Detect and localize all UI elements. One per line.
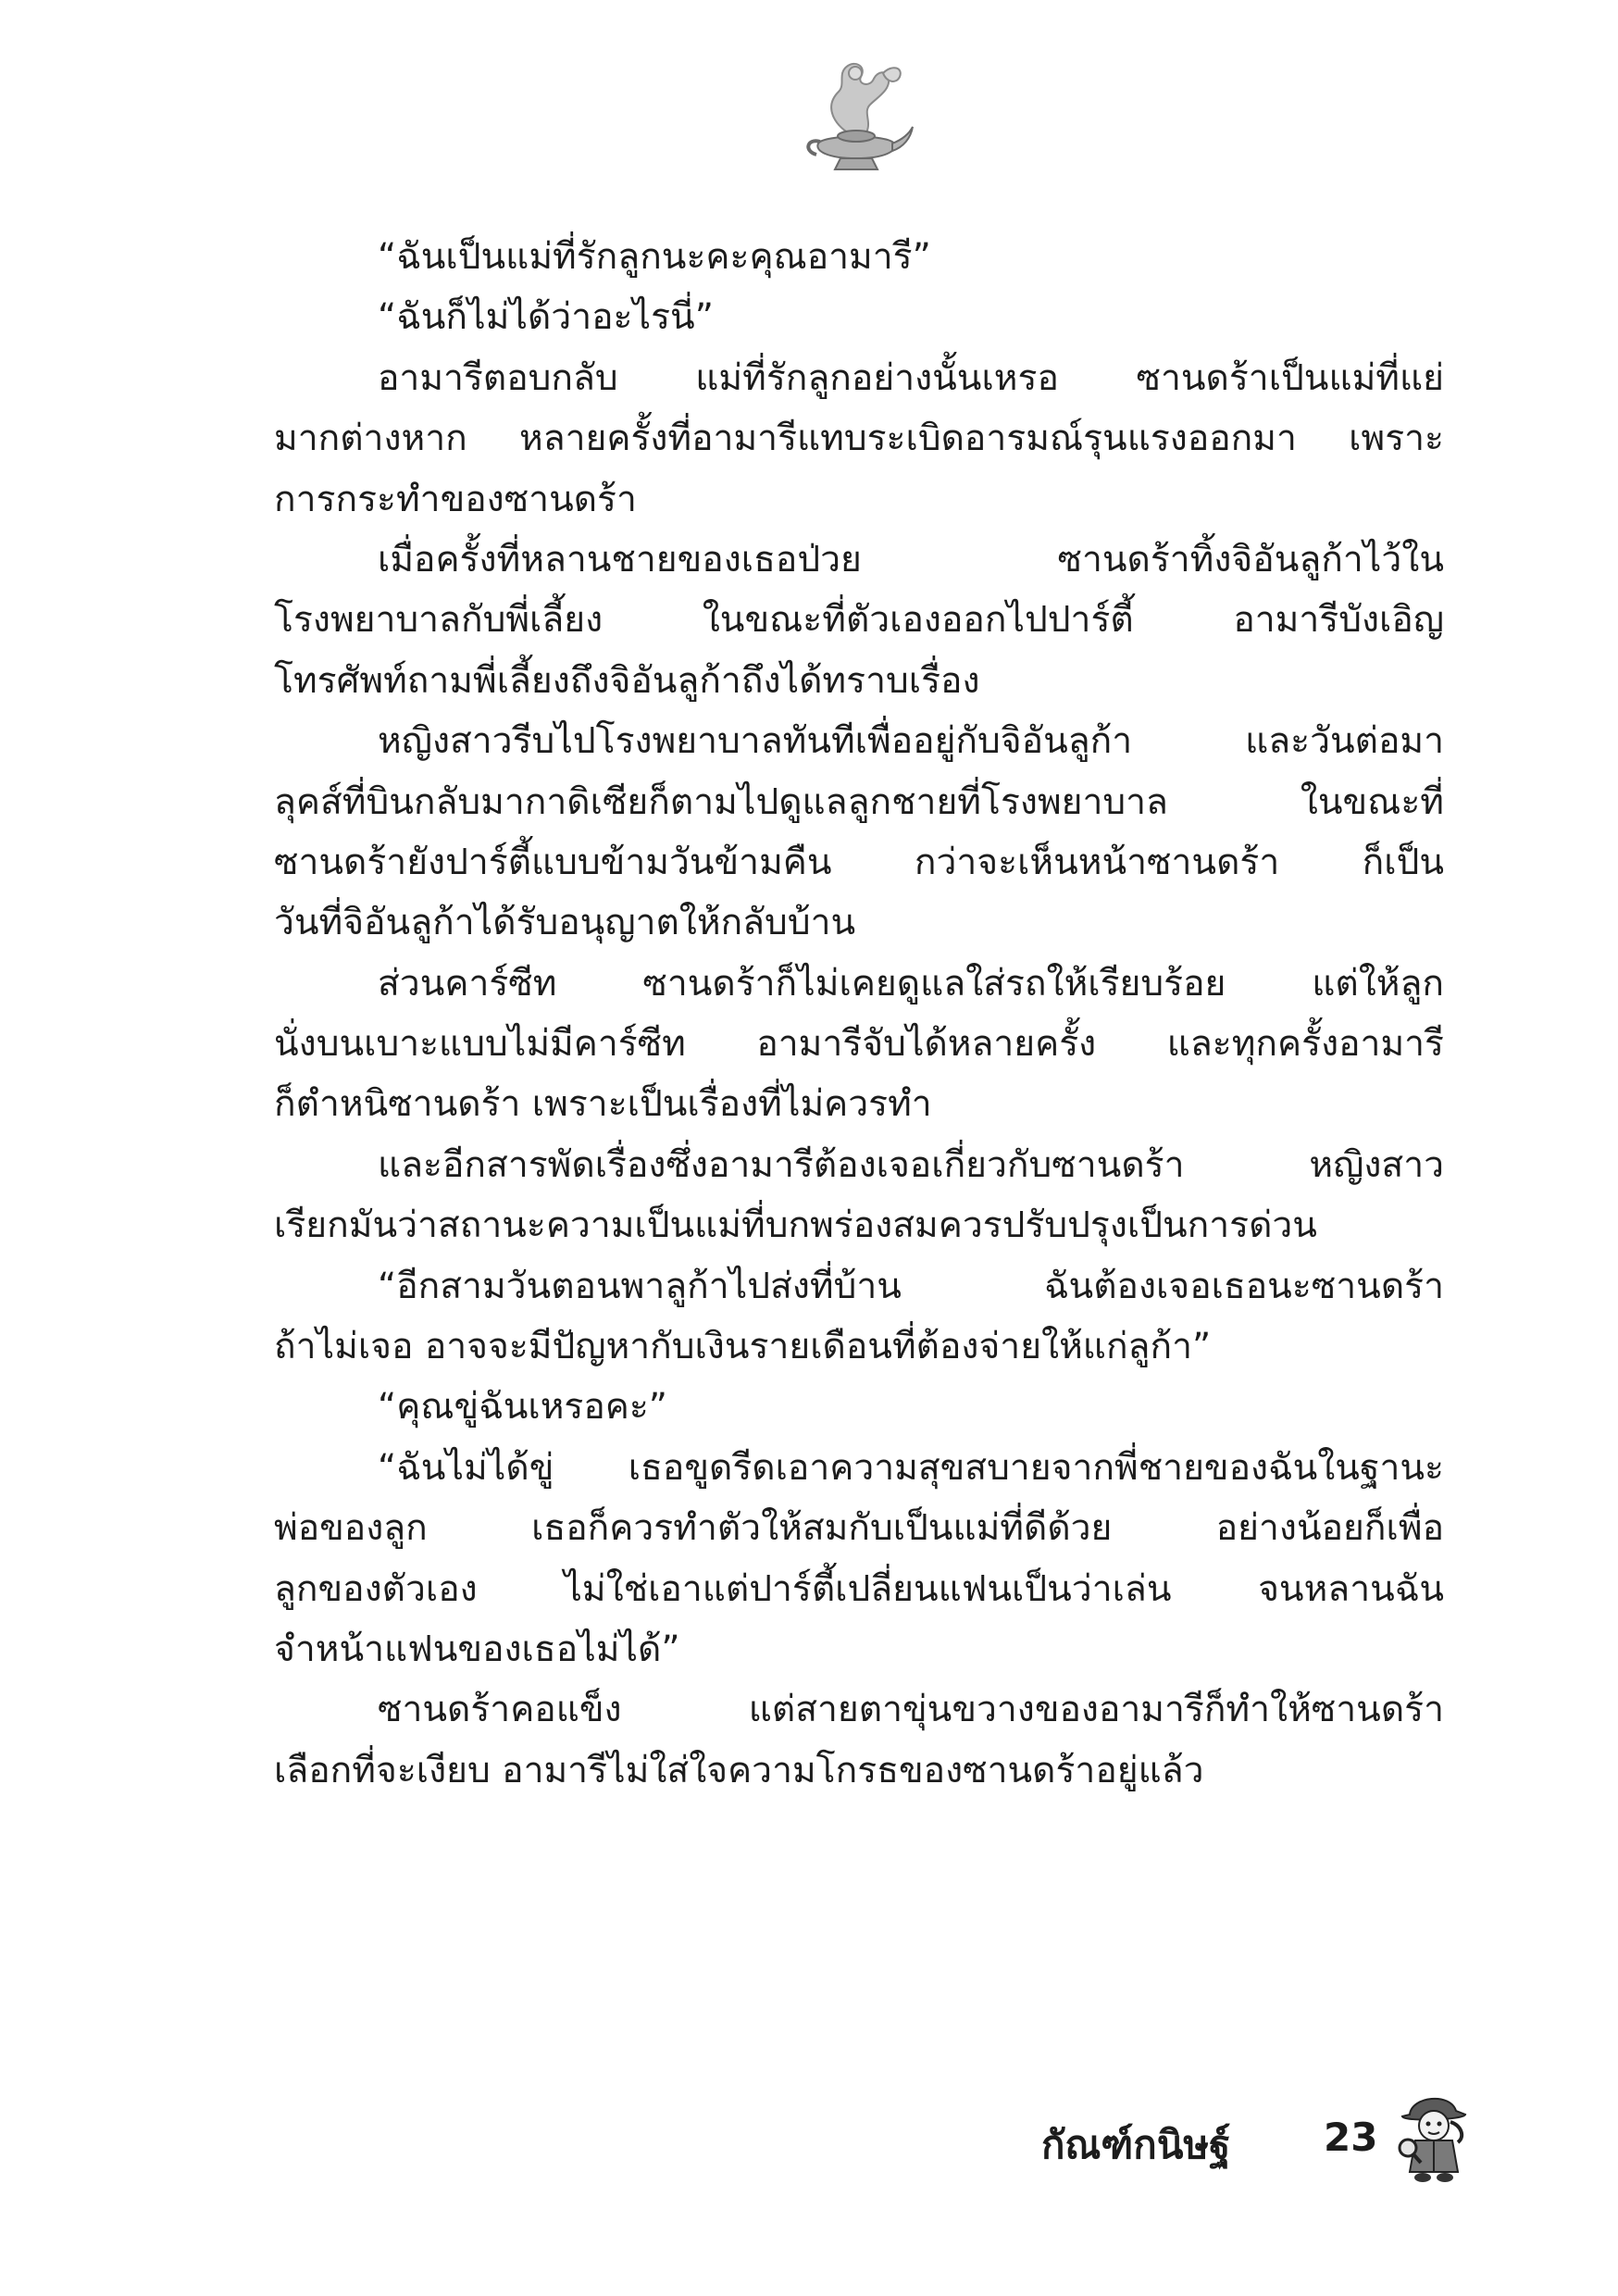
text-line: และอีกสารพัดเรื่องซึ่งอามารีต้องเจอเกี่ยวกับซานดร้า หญิงสาว <box>378 1143 1444 1186</box>
page-footer <box>1041 2083 1486 2185</box>
body-text <box>274 227 1444 1801</box>
text-line: เมื่อครั้งที่หลานชายของเธอป่วย ซานดร้าทิ้งจิอันลูก้าไว้ใน <box>378 538 1444 580</box>
text-line: โรงพยาบาลกับพี่เลี้ยง ในขณะที่ตัวเองออกไปปาร์ตี้ อามารีบังเอิญ <box>274 599 1444 642</box>
text-line: วันที่จิอันลูก้าได้รับอนุญาตให้กลับบ้าน <box>274 902 856 944</box>
text-line: จำหน้าแฟนของเธอไม่ได้” <box>274 1628 680 1670</box>
text-line: หญิงสาวรีบไปโรงพยาบาลทันทีเพื่ออยู่กับจิอันลูก้า และวันต่อมา <box>378 720 1444 763</box>
text-line: อามารีตอบกลับ แม่ที่รักลูกอย่างนั้นเหรอ ซานดร้าเป็นแม่ที่แย่ <box>378 356 1444 399</box>
text-line: เรียกมันว่าสถานะความเป็นแม่ที่บกพร่องสมควรปรับปรุงเป็นการด่วน <box>274 1204 1317 1247</box>
page-number: 23 <box>1324 2115 1378 2160</box>
text-line: ลูกของตัวเอง ไม่ใช่เอาแต่ปาร์ตี้เปลี่ยนแฟนเป็นว่าเล่น จนหลานฉัน <box>274 1567 1444 1610</box>
text-line: ส่วนคาร์ซีท ซานดร้าก็ไม่เคยดูแลใส่รถให้เรียบร้อย แต่ให้ลูก <box>378 962 1444 1004</box>
text-line: โทรศัพท์ถามพี่เลี้ยงถึงจิอันลูก้าถึงได้ทราบเรื่อง <box>274 659 980 702</box>
text-line: เลือกที่จะเงียบ อามารีไม่ใส่ใจความโกรธของซานดร้าอยู่แล้ว <box>274 1749 1204 1791</box>
text-line: นั่งบนเบาะแบบไม่มีคาร์ซีท อามารีจับได้หลายครั้ง และทุกครั้งอามารี <box>274 1023 1444 1066</box>
text-line: “ฉันเป็นแม่ที่รักลูกนะคะคุณอามารี” <box>378 236 931 278</box>
book-title: กัณฑ์กนิษฐ์ <box>1041 2122 1231 2167</box>
text-line: ก็ตำหนิซานดร้า เพราะเป็นเรื่องที่ไม่ควรทำ <box>274 1083 932 1126</box>
detective-mascot-icon <box>1393 2083 1476 2185</box>
text-line: ถ้าไม่เจอ อาจจะมีปัญหากับเงินรายเดือนที่ต้องจ่ายให้แก่ลูก้า” <box>274 1326 1212 1368</box>
text-line: “ฉันไม่ได้ขู่ เธอขูดรีดเอาความสุขสบายจากพี่ชายของฉันในฐานะ <box>378 1446 1444 1489</box>
text-line: ซานดร้ายังปาร์ตี้แบบข้ามวันข้ามคืน กว่าจะเห็นหน้าซานดร้า ก็เป็น <box>274 841 1444 883</box>
text-line: “ฉันก็ไม่ได้ว่าอะไรนี่” <box>378 296 714 339</box>
text-line: การกระทำของซานดร้า <box>274 478 637 520</box>
text-line: มากต่างหาก หลายครั้งที่อามารีแทบระเบิดอารมณ์รุนแรงออกมา เพราะ <box>274 418 1444 460</box>
text-line: ลุคส์ที่บินกลับมากาดิเซียก็ตามไปดูแลลูกชายที่โรงพยาบาล ในขณะที่ <box>274 780 1444 823</box>
text-line: “คุณขู่ฉันเหรอคะ” <box>378 1386 668 1429</box>
magic-lamp-with-genie-icon <box>796 51 916 176</box>
text-line: พ่อของลูก เธอก็ควรทำตัวให้สมกับเป็นแม่ที่ดีด้วย อย่างน้อยก็เพื่อ <box>274 1507 1444 1550</box>
text-line: “อีกสามวันตอนพาลูก้าไปส่งที่บ้าน ฉันต้องเจอเธอนะซานดร้า <box>378 1265 1444 1307</box>
text-line: ซานดร้าคอแข็ง แต่สายตาขุ่นขวางของอามารีก็ทำให้ซานดร้า <box>378 1689 1444 1731</box>
